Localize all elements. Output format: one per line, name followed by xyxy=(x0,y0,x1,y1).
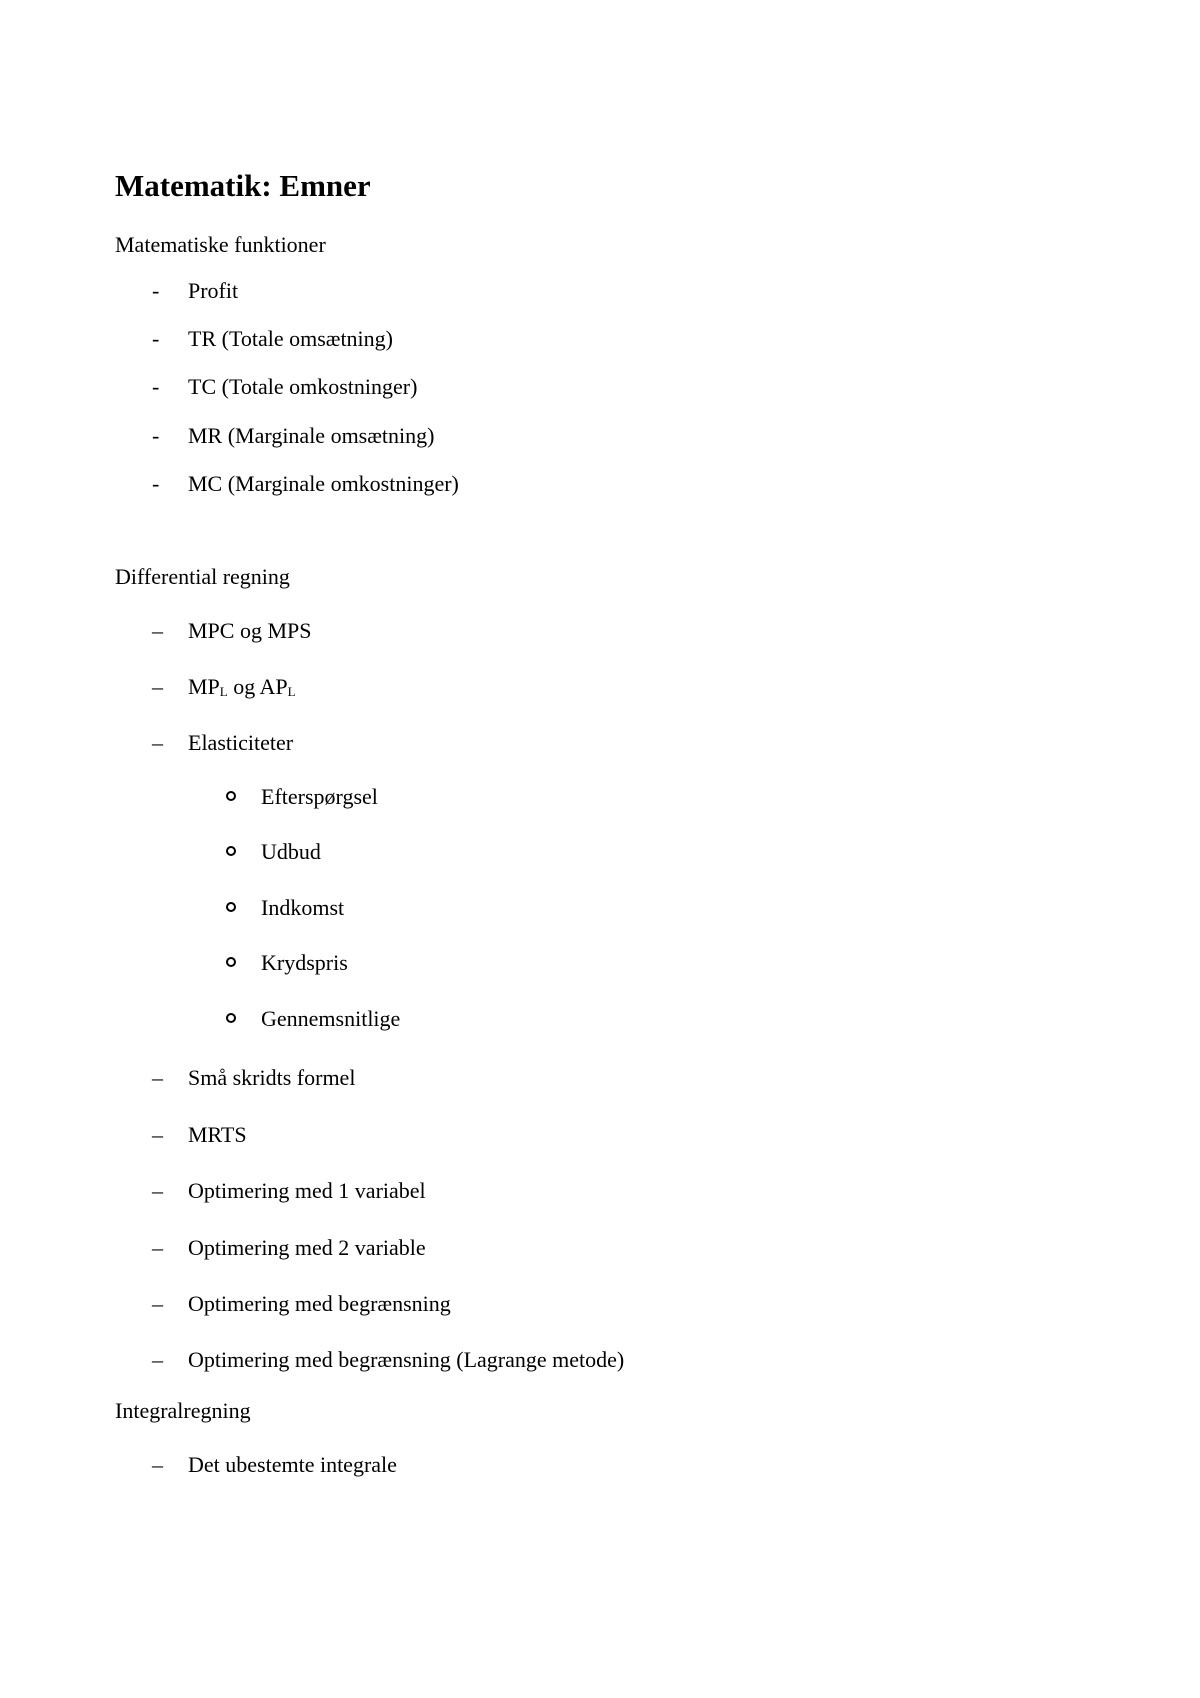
dash-bullet: - xyxy=(152,423,160,448)
sub-list-item-text: Udbud xyxy=(261,839,321,864)
list-item-text: Det ubestemte integrale xyxy=(188,1452,397,1477)
dash-bullet: – xyxy=(152,618,163,643)
dash-bullet: – xyxy=(152,1178,163,1203)
list-item-text: Optimering med 2 variable xyxy=(188,1235,426,1260)
circle-bullet-icon xyxy=(226,902,236,912)
text-mp: MP xyxy=(188,674,220,699)
dash-bullet: – xyxy=(152,1291,163,1316)
list-item-text: Optimering med begrænsning xyxy=(188,1291,451,1316)
text-og-ap: og AP xyxy=(227,674,288,699)
circle-bullet-icon xyxy=(226,791,236,801)
list-item-text: MRTS xyxy=(188,1122,247,1147)
list-item-text: Optimering med begrænsning (Lagrange metode) xyxy=(188,1347,625,1372)
list-item-text: TC (Totale omkostninger) xyxy=(188,374,418,399)
page-title: Matematik: Emner xyxy=(115,168,371,203)
circle-bullet-icon xyxy=(226,1013,236,1023)
sub-list-item-text: Krydspris xyxy=(261,950,348,975)
list-item-text: MPC og MPS xyxy=(188,618,312,643)
section-heading-differential-regning: Differential regning xyxy=(115,564,290,589)
dash-bullet: - xyxy=(152,374,160,399)
dash-bullet: - xyxy=(152,326,160,351)
sub-list-item-text: Efterspørgsel xyxy=(261,784,378,809)
subscript-l: L xyxy=(219,684,228,699)
subscript-l: L xyxy=(287,684,296,699)
dash-bullet: – xyxy=(152,1347,163,1372)
list-item-text: Profit xyxy=(188,278,239,303)
list-item-text: MR (Marginale omsætning) xyxy=(188,423,435,448)
dash-bullet: – xyxy=(152,1235,163,1260)
dash-bullet: – xyxy=(152,730,163,755)
section-heading-matematiske-funktioner: Matematiske funktioner xyxy=(115,232,326,257)
dash-bullet: – xyxy=(152,1122,163,1147)
list-item-text: TR (Totale omsætning) xyxy=(188,326,393,351)
list-item-text: Elasticiteter xyxy=(188,730,294,755)
dash-bullet: – xyxy=(152,674,163,699)
section-heading-integralregning: Integralregning xyxy=(115,1398,251,1423)
circle-bullet-icon xyxy=(226,846,236,856)
dash-bullet: – xyxy=(152,1452,163,1477)
sub-list-item-text: Indkomst xyxy=(261,895,345,920)
dash-bullet: - xyxy=(152,278,160,303)
circle-bullet-icon xyxy=(226,957,236,967)
dash-bullet: - xyxy=(152,471,160,496)
list-item-text: Optimering med 1 variabel xyxy=(188,1178,426,1203)
list-item-text: Små skridts formel xyxy=(188,1065,356,1090)
sub-list-item-text: Gennemsnitlige xyxy=(261,1006,401,1031)
list-item-text: MC (Marginale omkostninger) xyxy=(188,471,459,496)
dash-bullet: – xyxy=(152,1065,163,1090)
list-item-text xyxy=(188,676,296,698)
